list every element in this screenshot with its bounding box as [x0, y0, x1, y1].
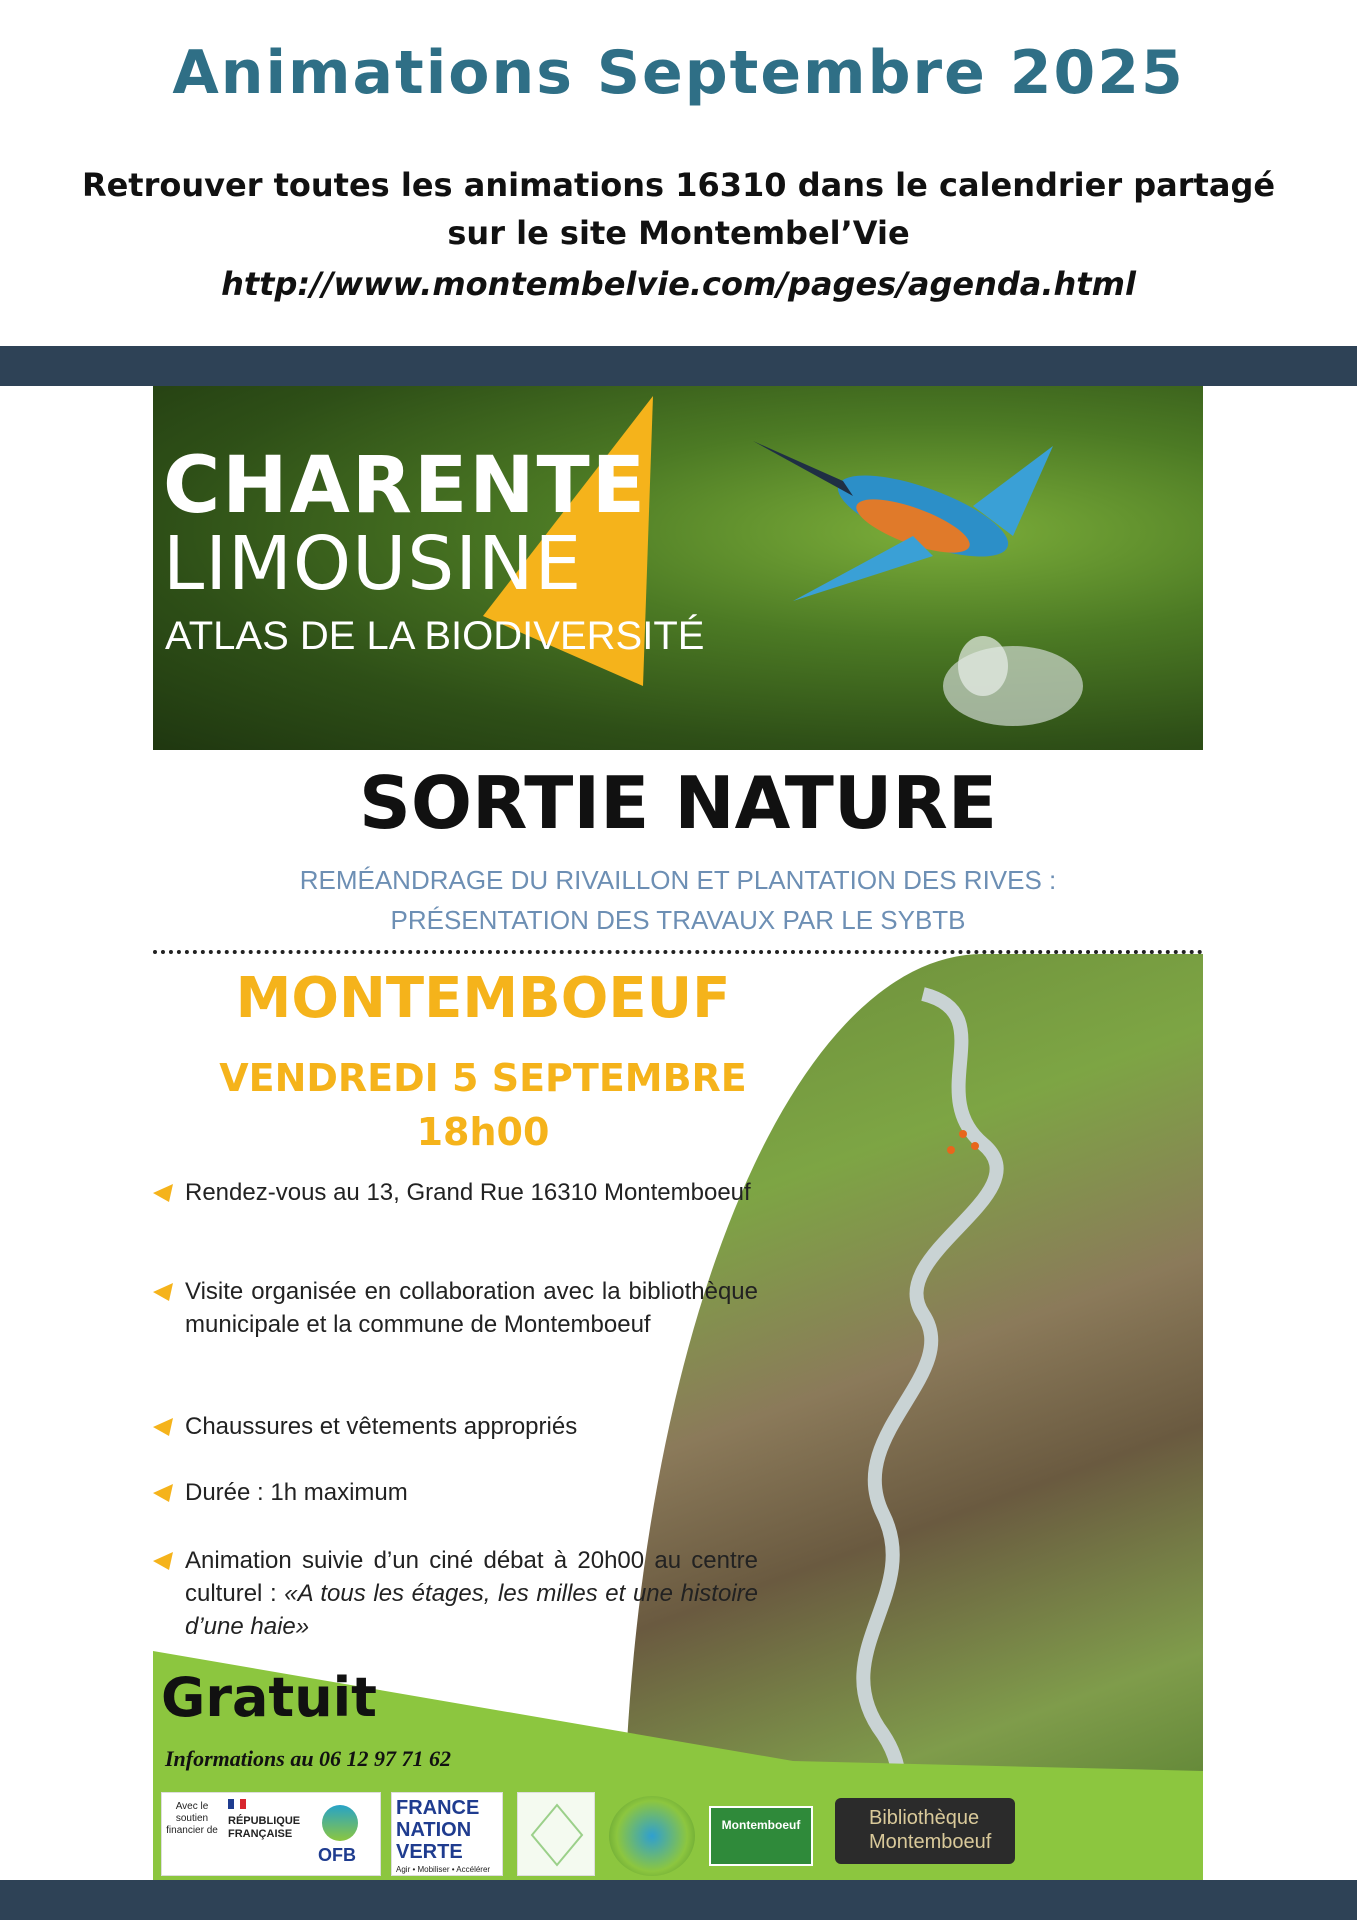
france-nation-verte-tagline: Agir • Mobiliser • Accélérer	[396, 1865, 491, 1874]
bibliotheque-label-2: Montemboeuf	[869, 1831, 992, 1853]
bullet-meeting-point: Rendez-vous au 13, Grand Rue 16310 Montemboeuf	[153, 1176, 758, 1209]
top-divider-band	[0, 346, 1357, 386]
yellow-arrow-icon	[153, 1182, 175, 1204]
sponsor-france-nation-verte	[391, 1792, 503, 1876]
logo-atlas: ATLAS DE LA BIODIVERSITÉ	[165, 614, 705, 658]
event-location: MONTEMBOEUF	[235, 966, 731, 1031]
info-phone: Informations au 06 12 97 71 62	[165, 1746, 452, 1771]
event-subtitle	[153, 860, 1203, 940]
diamond-logo-icon	[518, 1793, 595, 1876]
logo-charente: CHARENTE	[163, 441, 647, 531]
bullet-duration: Durée : 1h maximum	[153, 1476, 758, 1509]
agenda-link[interactable]: http://www.montembelvie.com/pages/agenda.html	[221, 265, 1136, 303]
event-subtitle-line-2: PRÉSENTATION DES TRAVAUX PAR LE SYBTB	[390, 905, 966, 935]
bullet-equipment: Chaussures et vêtements appropriés	[153, 1410, 758, 1443]
price-label: Gratuit	[161, 1666, 377, 1729]
french-flag-icon	[228, 1799, 246, 1809]
montemboeuf-logo	[709, 1806, 813, 1866]
bibliotheque-logo	[835, 1798, 1015, 1864]
bullet-collaboration: Visite organisée en collaboration avec la bibliothèque municipale et la commune de Montemboeuf	[153, 1275, 758, 1341]
republique-francaise: RÉPUBLIQUE FRANÇAISE	[228, 1815, 301, 1840]
event-time: 18h00	[416, 1110, 550, 1154]
bullet-cine-debat-text: Animation suivie d’un ciné débat à 20h00 au centre culturel :	[185, 1547, 758, 1607]
event-heading: SORTIE NATURE	[358, 761, 997, 845]
montemboeuf-logo-label: Montemboeuf	[721, 1818, 801, 1832]
event-date: VENDREDI 5 SEPTEMBRE	[219, 1056, 747, 1100]
film-title: «A tous les étages, les milles et une histoire d’une haie»	[185, 1580, 758, 1640]
yellow-arrow-icon	[153, 1550, 175, 1572]
page-title: Animations Septembre 2025	[172, 38, 1185, 108]
intro-line-2: sur le site Montembel’Vie	[447, 214, 910, 252]
event-date-block	[153, 1051, 813, 1159]
bibliotheque-label-1: Bibliothèque	[869, 1807, 980, 1829]
event-poster	[153, 386, 1203, 1880]
yellow-arrow-icon	[153, 1281, 175, 1303]
ofb-logo-icon	[322, 1805, 358, 1841]
yellow-arrow-icon	[153, 1416, 175, 1438]
support-text: Avec le soutien financier de	[166, 1801, 218, 1836]
river-syndicate-logo-icon	[609, 1796, 695, 1876]
kingfisher-icon	[753, 441, 1053, 601]
sponsor-strategie-logo	[517, 1792, 595, 1876]
ofb-label: OFB	[318, 1845, 356, 1865]
sponsor-republique-ofb	[161, 1792, 381, 1876]
logo-limousine: LIMOUSINE	[163, 521, 583, 607]
bullet-cine-debat	[153, 1544, 758, 1643]
intro-line-1: Retrouver toutes les animations 16310 dans le calendrier partagé	[81, 166, 1276, 204]
water-splash	[943, 636, 1083, 726]
france-nation-verte-label: FRANCE NATION VERTE	[396, 1797, 480, 1863]
hero-banner	[153, 386, 1203, 750]
yellow-arrow-icon	[153, 1482, 175, 1504]
bottom-divider-band	[0, 1880, 1357, 1920]
event-subtitle-line-1: REMÉANDRAGE DU RIVAILLON ET PLANTATION DES RIVES :	[299, 865, 1057, 895]
